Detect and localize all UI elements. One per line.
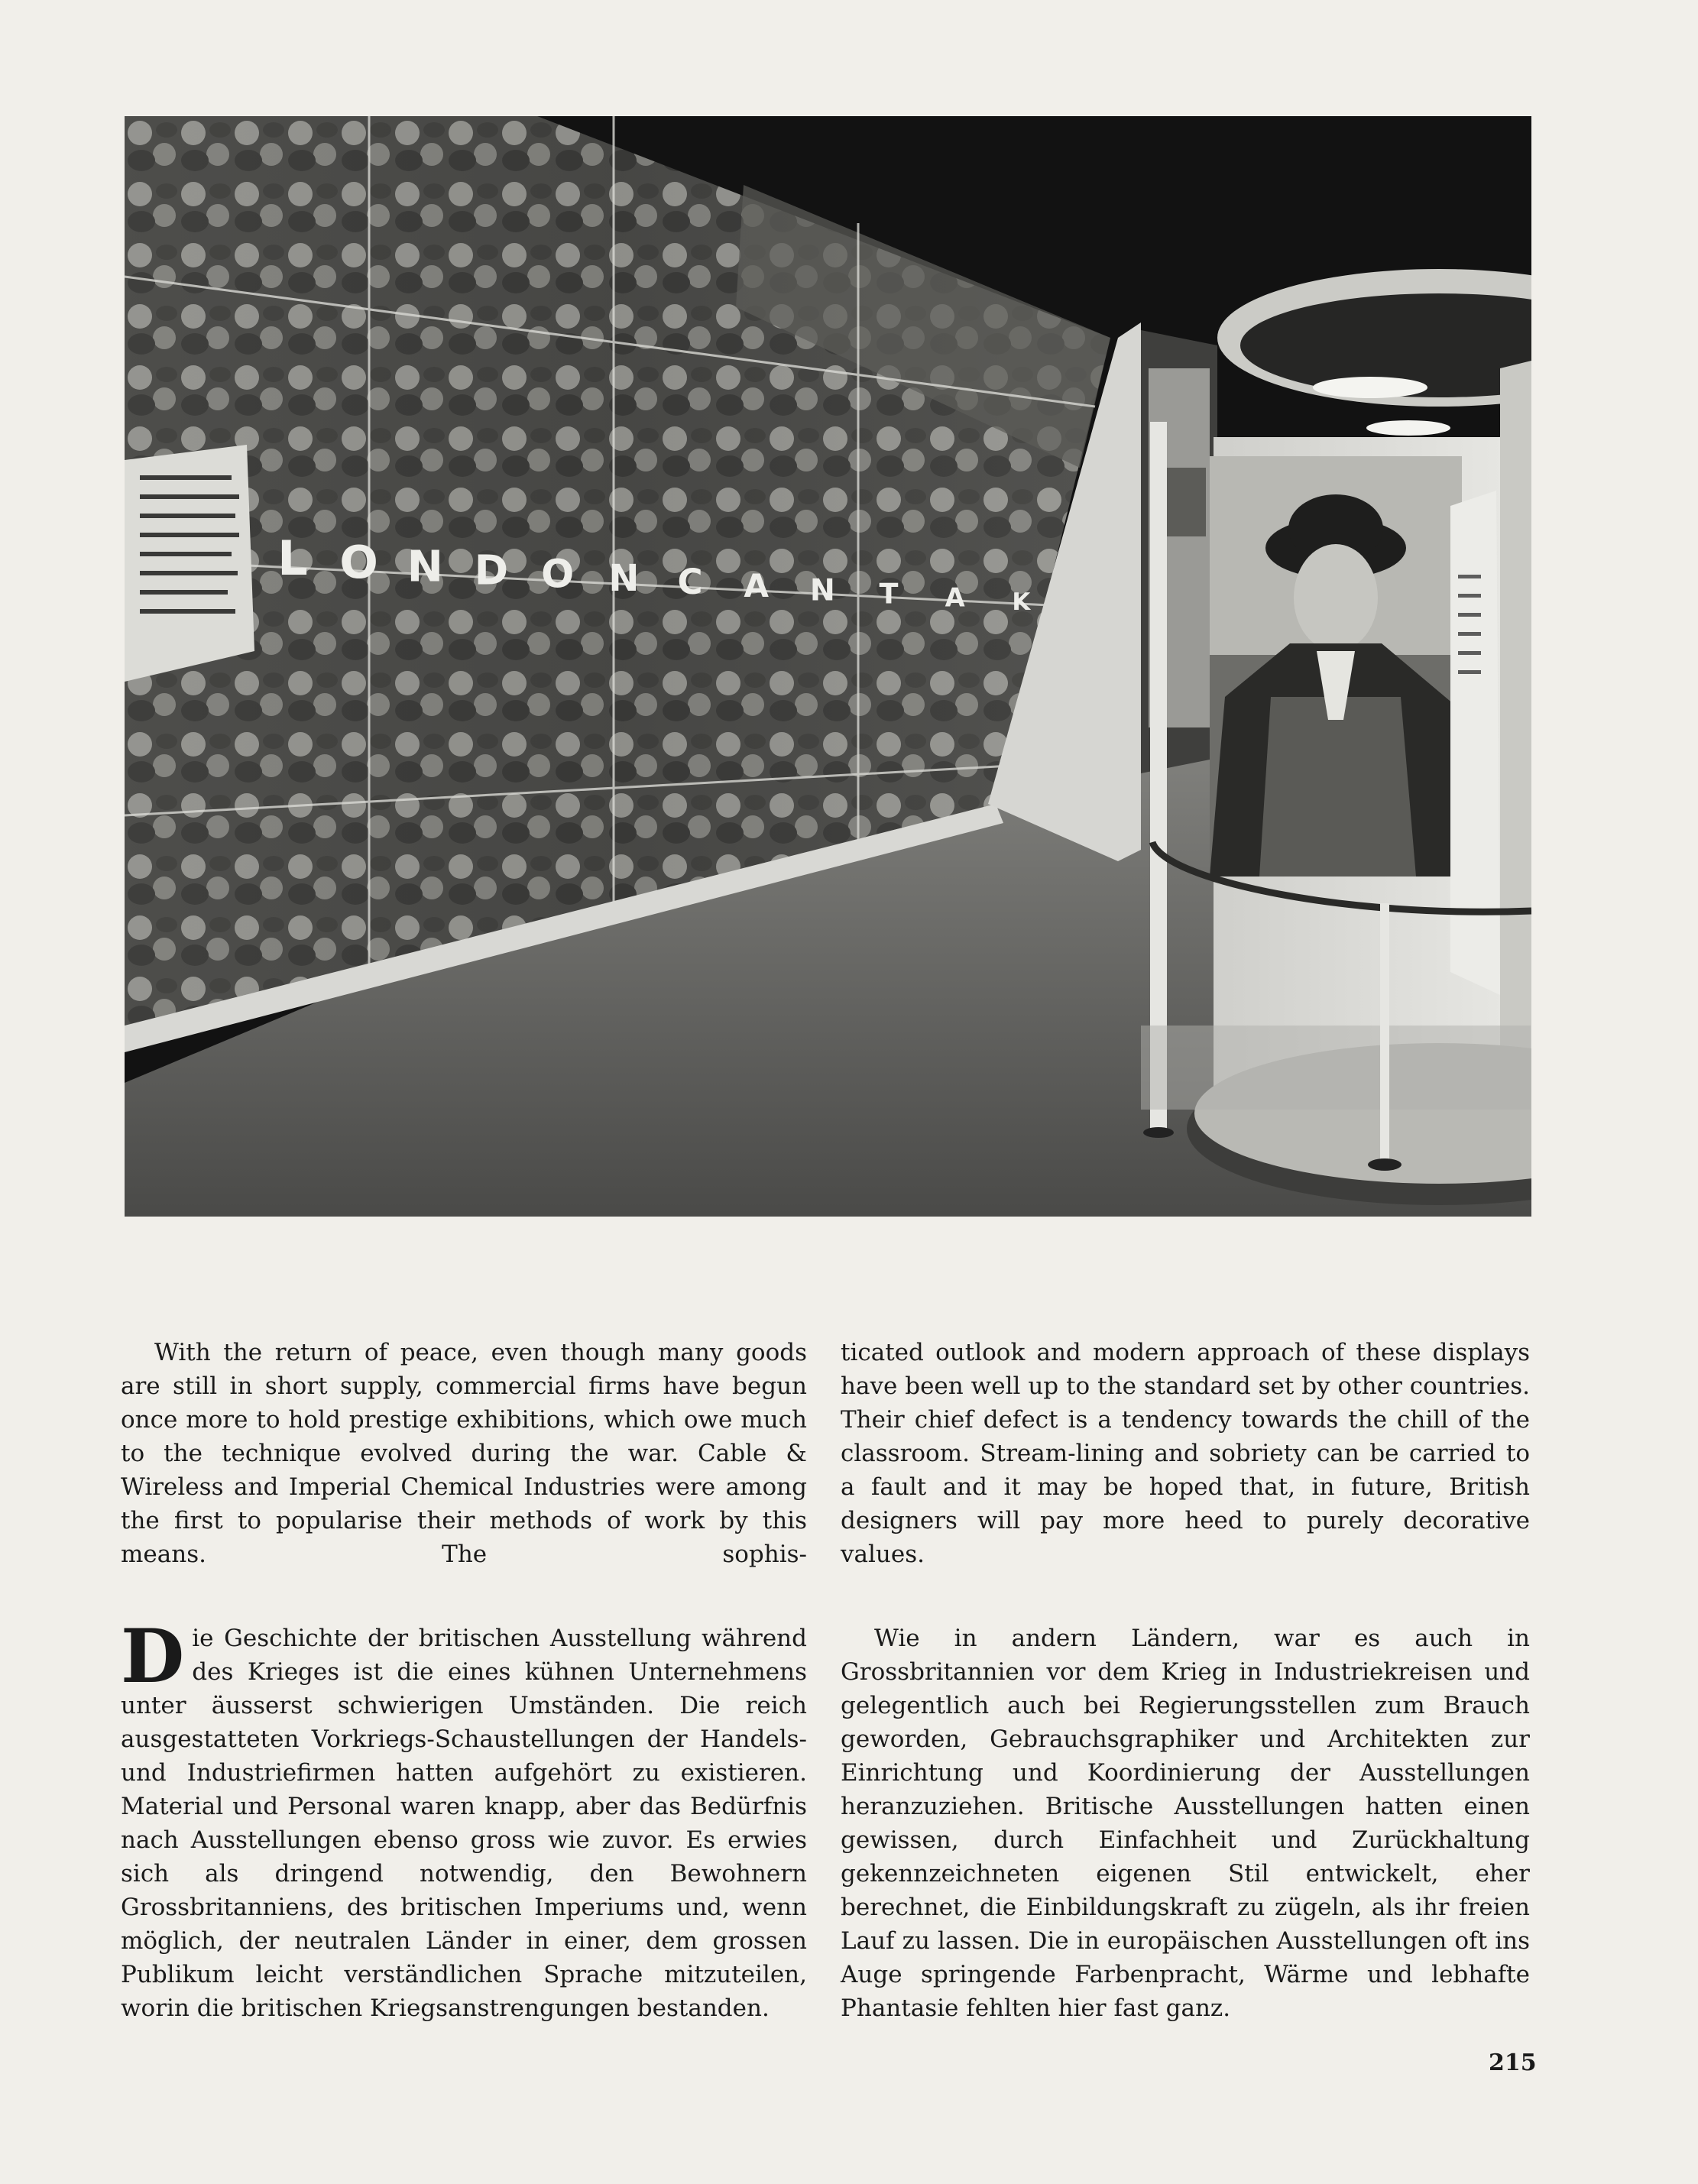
english-paragraph-right: ticated outlook and modern approach of these displays have been well up to the standard set by other countries. Their chief defect is a tendency towards the chill of the classroom. Stream-lining and sobriety can be carried to a fault and it may be hoped that, in future, British designers will pay more heed to purely decorative values. xyxy=(841,1339,1530,1568)
wall-letter: N xyxy=(407,542,443,592)
german-text-left xyxy=(121,1613,807,2025)
wall-letter: D xyxy=(474,546,509,595)
german-paragraph-left xyxy=(121,1613,807,2025)
wall-letter: N xyxy=(608,557,640,600)
wall-letter: C xyxy=(677,562,703,602)
wall-letter: A xyxy=(744,567,769,605)
english-paragraph-left: With the return of peace, even though many goods are still in short supply, commercial firms have begun once more to hold prestige exhibitions, which owe much to the technique evolved during the war. Cable & Wireless and Imperial Chemical Industries were among the first to popularise their methods of work by this means. The sophis- xyxy=(121,1339,807,1568)
face xyxy=(1294,544,1378,651)
german-paragraph-left-body: ie Geschichte der britischen Ausstellung während des Krieges ist die eines kühnen Unternehmens unter äusserst schwierigen Umständen. Die reich ausgestatteten Vorkriegs-Schaustellungen der Handels- und Industriefirmen hatten aufgehört zu existieren. Material und Personal waren knapp, aber das Bedürfnis nach Ausstellungen ebenso gross wie zuvor. Es erwies sich als dringend notwendig, den Bewohnern Grossbritanniens, des britischen Imperiums und, wenn möglich, der neutralen Länder in einer, dem grossen Publikum leicht verständlichen Sprache mitzuteilen, worin die britischen Kriegsanstrengungen bestanden. xyxy=(121,1625,807,2022)
wall-letter: K xyxy=(1012,588,1031,616)
wall-letter: T xyxy=(879,577,899,611)
wall-letter: L xyxy=(277,530,308,586)
drop-cap: D xyxy=(121,1613,185,1700)
german-text-right xyxy=(841,1622,1530,2025)
german-paragraph-right: Wie in andern Ländern, war es auch in Grossbritannien vor dem Krieg in Industriekreisen und gelegentlich auch bei Regierungsstellen zum Brauch geworden, Gebrauchsgraphiker und Architekten zur Einrichtung und Koordinierung der Ausstellungen heranzuziehen. Britische Ausstellungen hatten einen gewissen, durch Einfachheit und Zurückhaltung gekennzeichneten eigenen Stil entwickelt, eher berechnet, die Einbildungskraft zu zügeln, als ihr freien Lauf zu lassen. Die in europäischen Ausstellungen oft ins Auge springende Farbenpracht, Wärme und lebhafte Phantasie fehlten hier fast ganz. xyxy=(841,1625,1530,2022)
wall-letter: O xyxy=(541,551,575,597)
wall-letter: A xyxy=(945,582,965,613)
mural-sign-panel xyxy=(125,445,254,682)
english-text-right xyxy=(841,1336,1530,1571)
wall-letter: N xyxy=(809,572,835,608)
english-text-left xyxy=(121,1336,807,1571)
exhibition-photo xyxy=(125,116,1531,1217)
exhibition-photo-graphic xyxy=(125,116,1531,1217)
page-number: 215 xyxy=(1489,2050,1537,2076)
wall-letter: O xyxy=(339,536,378,589)
